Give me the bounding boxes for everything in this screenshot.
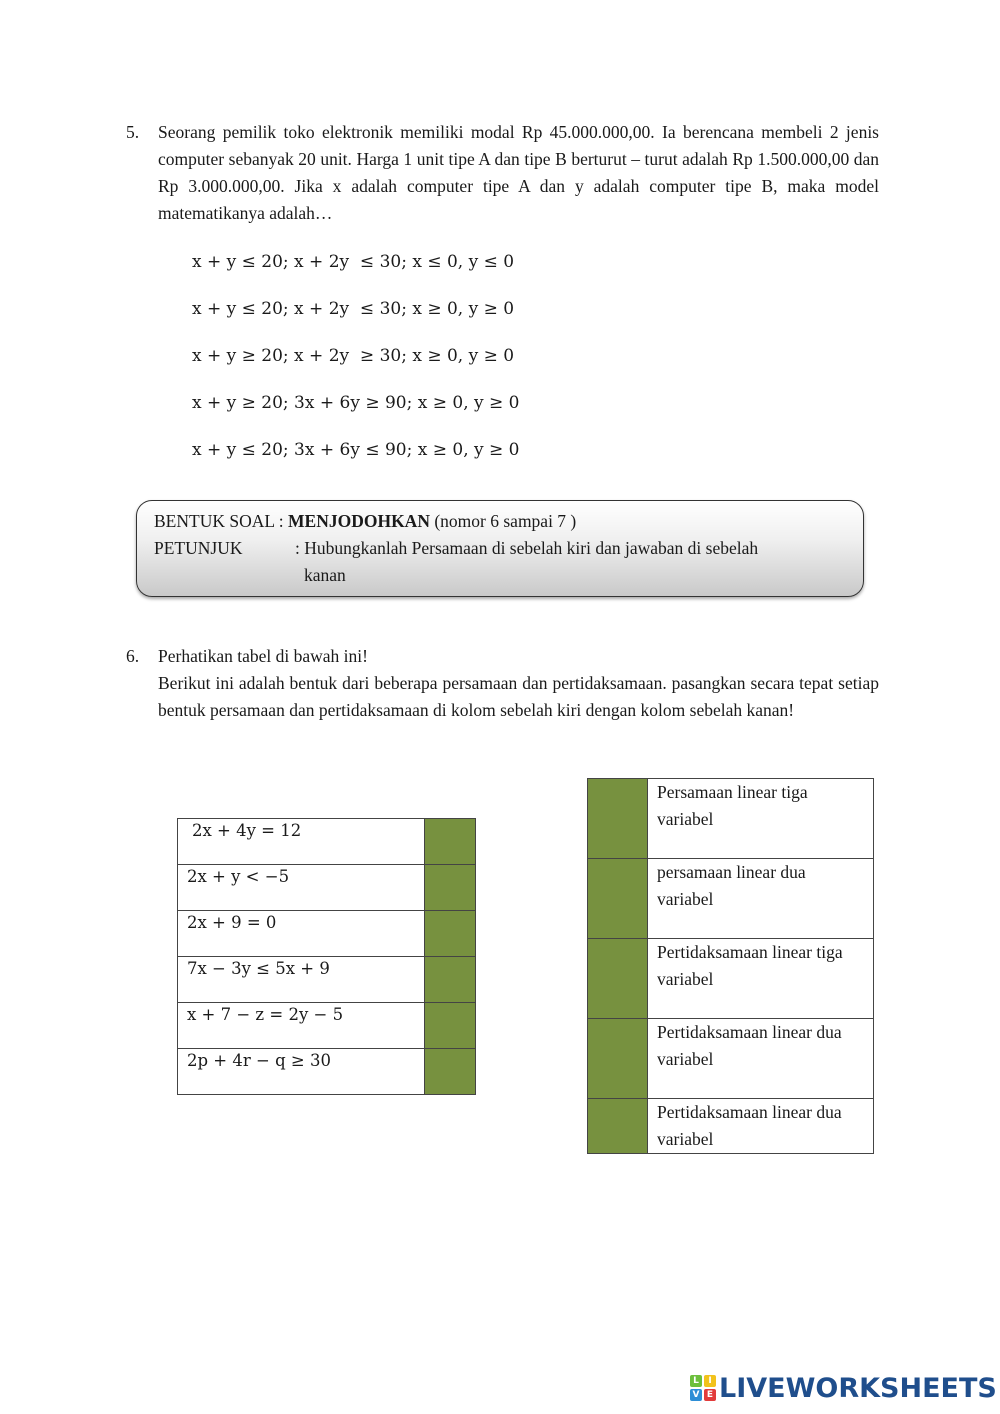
match-drop-slot[interactable] <box>425 865 476 911</box>
answer-option-b[interactable]: x + y ≤ 20; x + 2y ≤ 30; x ≥ 0, y ≥ 0 <box>192 299 515 319</box>
match-drop-slot[interactable] <box>425 957 476 1003</box>
instruction-text: : Hubungkanlah Persamaan di sebelah kiri dan jawaban di sebelah <box>295 538 759 558</box>
answer-option-e[interactable]: x + y ≤ 20; 3x + 6y ≤ 90; x ≥ 0, y ≥ 0 <box>192 440 520 460</box>
match-drop-slot[interactable] <box>425 1049 476 1095</box>
question-6 <box>126 643 879 724</box>
match-drop-slot[interactable] <box>425 819 476 865</box>
equation-cell: 2x + y < −5 <box>178 865 425 911</box>
match-drop-slot[interactable] <box>425 1003 476 1049</box>
table-row <box>178 819 476 865</box>
table-row <box>178 1003 476 1049</box>
question-text: Berikut ini adalah bentuk dari beberapa persamaan dan pertidaksamaan. pasangkan secara tepat setiap bentuk persamaan dan pertidaksamaan di kolom sebelah kiri dengan kolom sebelah kanan! <box>158 673 879 720</box>
answer-option-c[interactable]: x + y ≥ 20; x + 2y ≥ 30; x ≥ 0, y ≥ 0 <box>192 346 515 366</box>
equation-cell: 2x + 4y = 12 <box>178 819 425 865</box>
instruction-box <box>136 500 864 597</box>
table-row <box>178 911 476 957</box>
question-number: 6. <box>126 646 140 666</box>
question-number: 5. <box>126 122 140 142</box>
match-drop-slot[interactable] <box>588 779 648 859</box>
table-row <box>178 865 476 911</box>
table-row <box>588 939 874 1019</box>
question-5 <box>126 119 879 227</box>
answer-label: Persamaan linear tiga variabel <box>648 779 874 859</box>
table-row <box>588 779 874 859</box>
question-title: Perhatikan tabel di bawah ini! <box>158 646 368 666</box>
equation-cell: 7x − 3y ≤ 5x + 9 <box>178 957 425 1003</box>
table-row <box>178 1049 476 1095</box>
match-drop-slot[interactable] <box>588 859 648 939</box>
table-row <box>588 859 874 939</box>
match-drop-slot[interactable] <box>588 939 648 1019</box>
equation-cell: 2x + 9 = 0 <box>178 911 425 957</box>
logo-letter-l: L <box>690 1375 702 1387</box>
logo-letter-i: I <box>704 1375 716 1387</box>
match-drop-slot[interactable] <box>588 1019 648 1099</box>
answer-label: Pertidaksamaan linear dua variabel <box>648 1019 874 1099</box>
answers-table <box>587 778 874 1154</box>
instruction-text-cont: kanan <box>304 565 346 585</box>
equation-cell: x + 7 − z = 2y − 5 <box>178 1003 425 1049</box>
question-type: MENJODOHKAN <box>288 511 430 531</box>
equation-cell: 2p + 4r − q ≥ 30 <box>178 1049 425 1095</box>
logo-text: LIVEWORKSHEETS <box>719 1372 997 1404</box>
question-text: Seorang pemilik toko elektronik memiliki modal Rp 45.000.000,00. Ia berencana membeli 2 jenis computer sebanyak 20 unit. Harga 1 unit tipe A dan tipe B berturut – turut adalah Rp 1.500.000,00 dan Rp 3.000.000,00. Jika x adalah computer tipe A dan y adalah computer tipe B, maka model matematikanya adalah… <box>158 122 879 223</box>
match-drop-slot[interactable] <box>588 1099 648 1154</box>
logo-letter-e: E <box>704 1389 716 1401</box>
question-type-line: BENTUK SOAL : MENJODOHKAN (nomor 6 sampai 7 ) <box>154 511 577 531</box>
table-row <box>588 1099 874 1154</box>
match-drop-slot[interactable] <box>425 911 476 957</box>
answer-label: persamaan linear dua variabel <box>648 859 874 939</box>
liveworksheets-logo <box>690 1373 997 1403</box>
answer-label: Pertidaksamaan linear dua variabel <box>648 1099 874 1154</box>
table-row <box>178 957 476 1003</box>
instruction-label: PETUNJUK <box>154 538 243 558</box>
logo-letter-v: V <box>690 1389 702 1401</box>
answer-label: Pertidaksamaan linear tiga variabel <box>648 939 874 1019</box>
table-row <box>588 1019 874 1099</box>
live-icon <box>690 1375 716 1401</box>
equations-table <box>177 818 476 1095</box>
answer-option-d[interactable]: x + y ≥ 20; 3x + 6y ≥ 90; x ≥ 0, y ≥ 0 <box>192 393 520 413</box>
answer-option-a[interactable]: x + y ≤ 20; x + 2y ≤ 30; x ≤ 0, y ≤ 0 <box>192 252 515 272</box>
